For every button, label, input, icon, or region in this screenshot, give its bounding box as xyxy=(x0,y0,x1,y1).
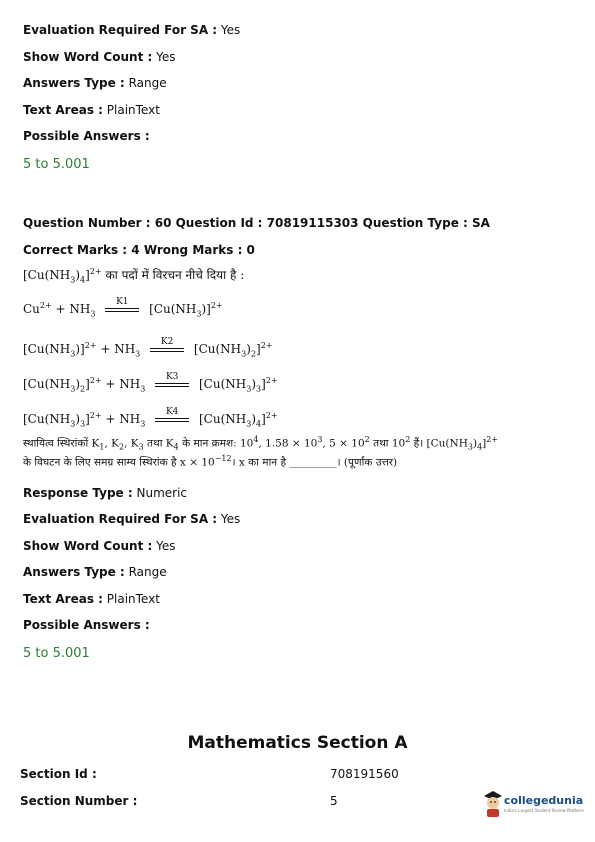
eval-required-value: Yes xyxy=(220,23,241,37)
section-id-value: 708191560 xyxy=(330,767,399,781)
response-type-value: Numeric xyxy=(136,486,188,500)
equilibrium-arrow-k2 xyxy=(148,336,186,357)
eval-required-row xyxy=(23,22,240,38)
section-id-label: Section Id : xyxy=(20,767,97,781)
show-word-count-value: Yes xyxy=(156,50,176,64)
equation-3: $[Cu(NH_3)_2]^{2+} + NH_3$ K3 $[Cu(NH_3)_3]^{2+}$ xyxy=(23,373,278,397)
student-mascot-icon xyxy=(482,790,504,818)
answers-type-value-2: Range xyxy=(128,565,167,579)
text-areas-row-2 xyxy=(23,591,160,607)
possible-answers-label: Possible Answers : xyxy=(23,129,150,143)
text-areas-row xyxy=(23,102,160,118)
logo-name: collegedunia xyxy=(504,794,584,807)
section-title: Mathematics Section A xyxy=(187,733,408,753)
k2-label: K2 xyxy=(160,336,174,347)
equilibrium-arrow-k1 xyxy=(103,296,141,317)
text-areas-value-2: PlainText xyxy=(106,592,160,606)
question-body-line-2: के विघटन के लिए समग्र साम्य स्थिरांक है $x \times 10^{-12}।$ x का मान है _________। (पूर्णांक उत्तर) xyxy=(23,454,398,469)
question-intro: $[Cu(NH_3)_4]^{2+}$ का पदों में विरचन नीचे दिया है : xyxy=(23,267,245,285)
show-word-count-label-2: Show Word Count : xyxy=(23,539,153,553)
possible-answer-value: 5 to 5.001 xyxy=(23,157,90,172)
eval-required-label: Evaluation Required For SA : xyxy=(23,23,218,37)
text-areas-label-2: Text Areas : xyxy=(23,592,103,606)
equilibrium-arrow-k4 xyxy=(153,406,191,427)
k3-label: K3 xyxy=(165,371,179,382)
possible-answers-label-2: Possible Answers : xyxy=(23,618,150,632)
question-header: Question Number : 60 Question Id : 70819115303 Question Type : SA xyxy=(23,216,490,230)
equilibrium-arrow-k3 xyxy=(153,371,191,392)
response-type-label: Response Type : xyxy=(23,486,133,500)
answers-type-label: Answers Type : xyxy=(23,76,125,90)
show-word-count-row-2 xyxy=(23,538,175,554)
equation-2: $[Cu(NH_3)]^{2+} + NH_3$ K2 $[Cu(NH_3)_2]^{2+}$ xyxy=(23,338,273,362)
response-type-row xyxy=(23,485,187,501)
answers-type-label-2: Answers Type : xyxy=(23,565,125,579)
section-number-label: Section Number : xyxy=(20,794,138,808)
collegedunia-logo xyxy=(482,790,582,820)
answers-type-value: Range xyxy=(128,76,167,90)
question-body-line-1: स्थायित्व स्थिरांकों $K_1$, $K_2$, $K_3$ तथा $K_4$ के मान क्रमश: $10^4$, $1.58 \times 10^3$, $5 \times 10^2$ तथा $10^2$ हैं। $[Cu(NH_3)_4]^{2+}$ xyxy=(23,435,499,452)
show-word-count-label: Show Word Count : xyxy=(23,50,153,64)
question-marks: Correct Marks : 4 Wrong Marks : 0 xyxy=(23,243,255,257)
equation-4: $[Cu(NH_3)_3]^{2+} + NH_3$ K4 $[Cu(NH_3)_4]^{2+}$ xyxy=(23,408,278,432)
answers-type-row xyxy=(23,75,167,91)
possible-answer-value-2: 5 to 5.001 xyxy=(23,646,90,661)
k1-label: K1 xyxy=(116,296,129,307)
possible-answers-row-2 xyxy=(23,617,150,633)
eval-required-row-2 xyxy=(23,511,240,527)
equation-1: $Cu^{2+} + NH_3$ K1 $[Cu(NH_3)]^{2+}$ xyxy=(23,298,223,322)
text-areas-value: PlainText xyxy=(106,103,160,117)
show-word-count-value-2: Yes xyxy=(156,539,176,553)
show-word-count-row xyxy=(23,49,175,65)
text-areas-label: Text Areas : xyxy=(23,103,103,117)
eval-required-label-2: Evaluation Required For SA : xyxy=(23,512,218,526)
section-number-value: 5 xyxy=(330,794,338,808)
eval-required-value-2: Yes xyxy=(220,512,241,526)
k4-label: K4 xyxy=(165,406,179,417)
question-intro-text: का पदों में विरचन नीचे दिया है : xyxy=(105,268,245,282)
possible-answers-row xyxy=(23,128,150,144)
logo-tagline: India's Largest Student Review Platform xyxy=(504,808,584,813)
answers-type-row-2 xyxy=(23,564,167,580)
